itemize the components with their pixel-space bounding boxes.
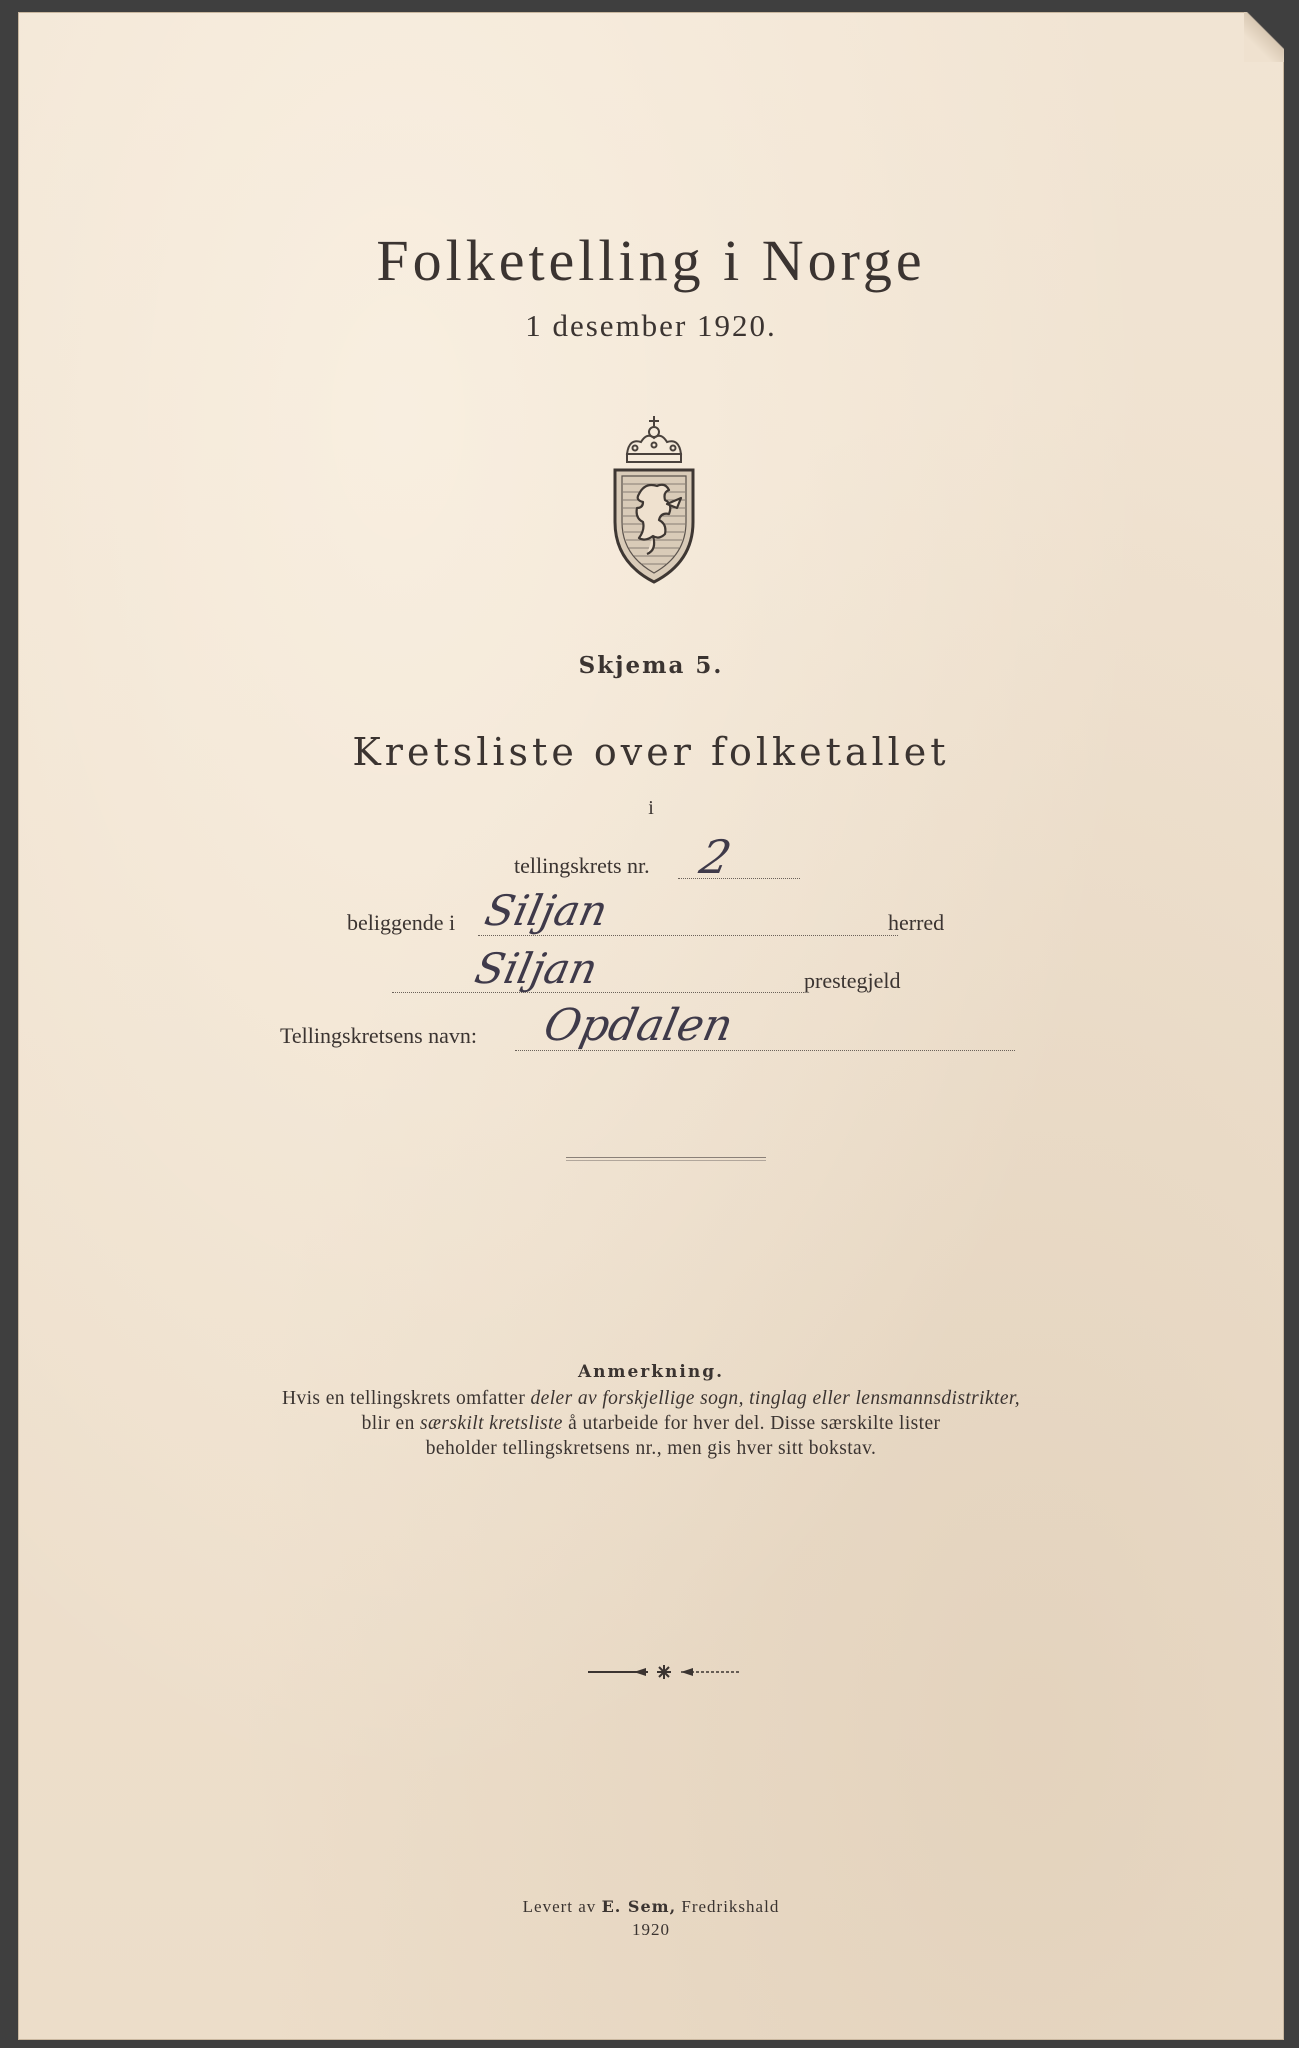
note-line-2-text-b: å utarbeide for hver del. Disse særskilte lister — [562, 1413, 941, 1434]
tellingskrets-value: 2 — [695, 830, 737, 884]
beliggende-label: beliggende i — [347, 910, 456, 935]
form-heading-sub: i — [648, 797, 654, 819]
page-corner-fold — [1244, 12, 1284, 62]
norwegian-coat-of-arms-icon — [599, 412, 709, 587]
note-line-2-emphasis: særskilt kretsliste — [420, 1413, 563, 1434]
tellingskrets-label: tellingskrets nr. — [514, 853, 650, 878]
note-line-1-emphasis: deler av forskjellige sogn, tinglag eller lensmannsdistrikter, — [530, 1388, 1020, 1409]
page-title: Folketelling i Norge — [376, 228, 926, 293]
beliggende-value: Siljan — [480, 886, 612, 935]
ornament-divider-icon — [586, 1662, 741, 1682]
note-line-1 — [18, 1388, 1284, 1410]
note-heading: Anmerkning. — [577, 1362, 725, 1382]
schema-number: Skjema 5. — [578, 652, 724, 679]
printer-credit — [18, 1897, 1284, 1917]
printer-name: E. Sem, — [601, 1897, 677, 1916]
section-divider — [566, 1157, 766, 1161]
note-line-2-text-a: blir en — [361, 1413, 421, 1434]
note-line-1-text: Hvis en tellingskrets omfatter — [281, 1388, 531, 1409]
navn-label: Tellingskretsens navn: — [280, 1023, 478, 1048]
prestegjeld-line — [392, 992, 804, 993]
printer-year: 1920 — [632, 1920, 670, 1939]
beliggende-line — [478, 935, 898, 936]
note-line-2 — [18, 1413, 1284, 1435]
note-line-3: beholder tellingskretsens nr., men gis hver sitt bokstav. — [425, 1438, 877, 1459]
prestegjeld-value: Siljan — [470, 944, 602, 993]
herred-label: herred — [888, 910, 945, 935]
printer-prefix: Levert av — [522, 1897, 602, 1916]
form-heading: Kretsliste over folketallet — [352, 730, 950, 774]
navn-value: Opdalen — [539, 1000, 738, 1051]
census-date: 1 desember 1920. — [525, 308, 777, 343]
printer-place: Fredrikshald — [676, 1897, 780, 1916]
census-form-page — [18, 12, 1284, 2040]
prestegjeld-label: prestegjeld — [804, 968, 901, 993]
